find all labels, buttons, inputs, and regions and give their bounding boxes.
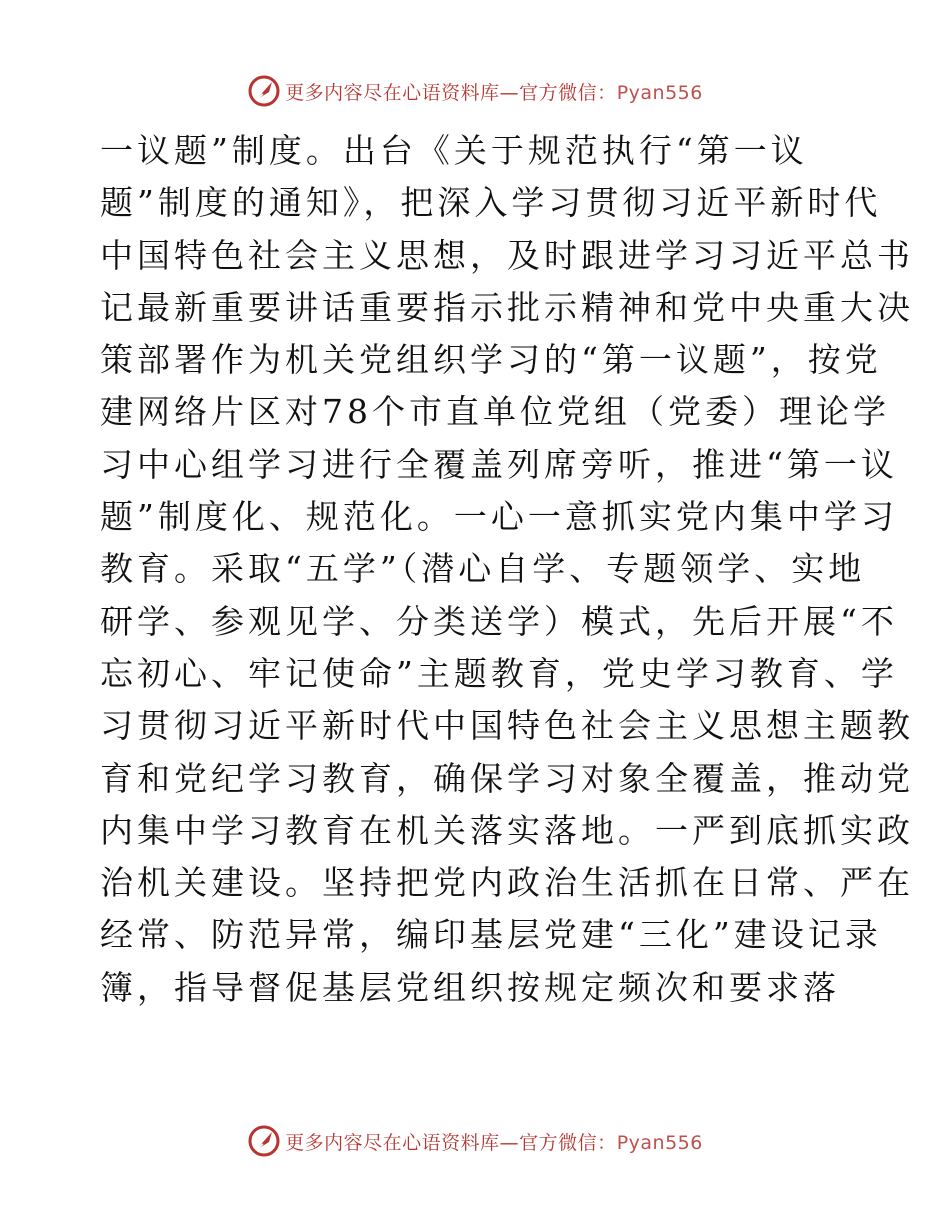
banner-contact-label: 官方微信： — [519, 81, 617, 104]
text-line: 研学、参观见学、分类送学）模式，先后开展“不 — [100, 601, 898, 641]
banner-slogan: 更多内容尽在心语资料库 — [285, 81, 500, 104]
text-line: 育和党纪学习教育，确保学习对象全覆盖，推动党 — [100, 758, 914, 798]
text-line: 习贯彻习近平新时代中国特色社会主义思想主题教 — [100, 706, 914, 746]
header-banner — [0, 71, 950, 111]
banner-text — [285, 78, 703, 105]
text-line: 一议题”制度。出台《关于规范执行“第一议 — [100, 131, 808, 170]
text-line: 习中心组学习进行全覆盖列席旁听，推进“第一议 — [100, 444, 898, 484]
text-line: 题”制度化、规范化。一心一意抓实党内集中学习 — [100, 497, 898, 537]
document-body — [100, 125, 914, 1014]
text-line: 簿，指导督促基层党组织按规定频次和要求落 — [100, 967, 840, 1007]
text-line: 教育。采取“五学”（潜心自学、专题领学、实地 — [100, 549, 866, 589]
banner-dash: — — [499, 1131, 520, 1154]
banner-dash: — — [499, 81, 520, 104]
text-line: 中国特色社会主义思想，及时跟进学习习近平总书 — [100, 235, 914, 275]
quill-logo-icon — [247, 1124, 281, 1158]
text-line: 治机关建设。坚持把党内政治生活抓在日常、严在 — [100, 863, 914, 903]
banner-contact-id: Pyan556 — [616, 1131, 703, 1154]
text-line: 经常、防范异常，编印基层党建“三化”建设记录 — [100, 915, 882, 955]
text-line: 建网络片区对78个市直单位党组（党委）理论学 — [100, 392, 890, 432]
banner-contact-id: Pyan556 — [616, 81, 703, 104]
banner-text — [285, 1128, 703, 1155]
banner-slogan: 更多内容尽在心语资料库 — [285, 1131, 500, 1154]
banner-contact-label: 官方微信： — [519, 1131, 617, 1154]
text-line: 忘初心、牢记使命”主题教育，党史学习教育、学 — [100, 653, 898, 693]
footer-banner — [0, 1121, 950, 1161]
text-line: 题”制度的通知》，把深入学习贯彻习近平新时代 — [100, 183, 882, 223]
text-line: 策部署作为机关党组织学习的“第一议题”，按党 — [100, 340, 882, 380]
text-line: 记最新重要讲话重要指示批示精神和党中央重大决 — [100, 287, 914, 327]
text-line: 内集中学习教育在机关落实落地。一严到底抓实政 — [100, 810, 914, 850]
quill-logo-icon — [247, 74, 281, 108]
